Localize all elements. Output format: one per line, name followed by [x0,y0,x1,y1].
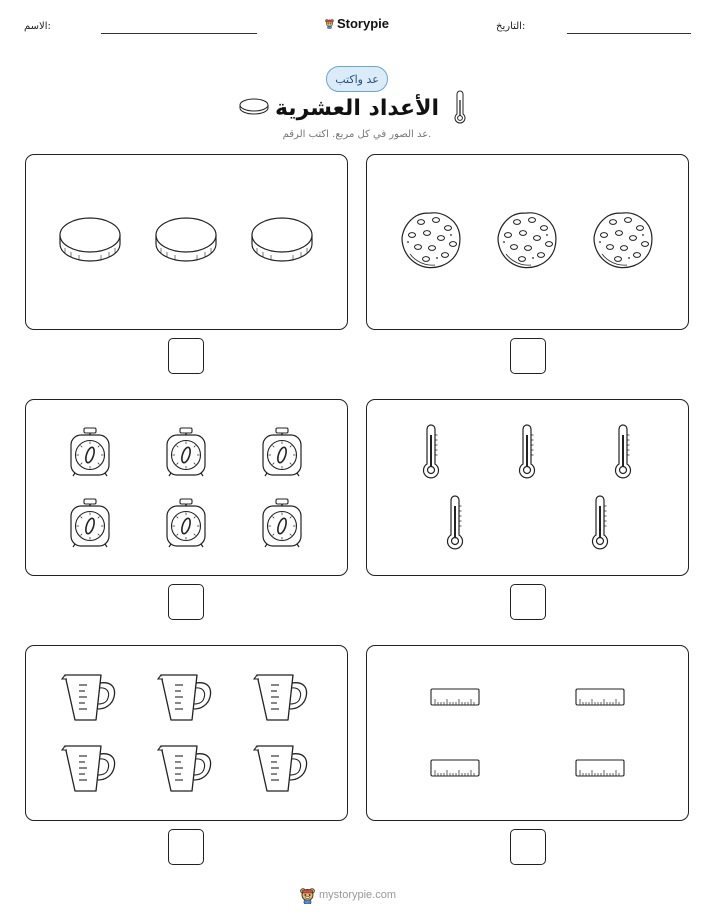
timer-icon [69,427,111,477]
name-field[interactable] [101,33,257,34]
bear-mascot-icon [300,887,315,904]
measuring-cup-icon [63,742,117,794]
thermometer-icon [421,425,441,479]
worksheet-title: الأعداد العشرية [274,96,440,121]
answer-box-coins[interactable] [168,338,204,374]
activity-badge: عد واكتب [326,66,388,92]
answer-box-cookies[interactable] [510,338,546,374]
timer-icon [261,427,303,477]
thermometer-icon [445,496,465,550]
cookie-icon [592,211,654,269]
footer-url[interactable]: mystorypie.com [319,889,397,901]
coin-icon [251,217,313,263]
thermometer-icon [613,425,633,479]
thermometer-icon [517,425,537,479]
measuring-cup-icon [159,671,213,723]
name-label: الاسم: [24,21,51,32]
date-field[interactable] [567,33,691,34]
timer-icon [69,498,111,548]
ruler-icon [430,759,480,777]
coin-icon [155,217,217,263]
footer [300,884,414,906]
ruler-icon [430,688,480,706]
measuring-cup-icon [63,671,117,723]
measuring-cup-icon [255,671,309,723]
answer-box-measuring-cups[interactable] [168,829,204,865]
cookie-icon [400,211,462,269]
panel-timers [25,399,348,576]
bear-mascot-icon [325,15,334,32]
thermometer-icon [590,496,610,550]
instructions: عد الصور في كل مربع. اكتب الرقم. [282,129,432,140]
ruler-icon [575,759,625,777]
timer-icon [165,498,207,548]
brand-logo [325,13,389,33]
coin-icon [59,217,121,263]
measuring-cup-icon [255,742,309,794]
cookie-icon [496,211,558,269]
answer-box-timers[interactable] [168,584,204,620]
answer-box-thermometers[interactable] [510,584,546,620]
answer-box-rulers[interactable] [510,829,546,865]
timer-icon [261,498,303,548]
ruler-icon [575,688,625,706]
thermometer-icon [454,92,466,124]
timer-icon [165,427,207,477]
measuring-cup-icon [159,742,213,794]
panel-rulers [366,645,689,821]
brand-name: Storypie [336,15,389,31]
date-label: التاريخ: [496,21,526,32]
